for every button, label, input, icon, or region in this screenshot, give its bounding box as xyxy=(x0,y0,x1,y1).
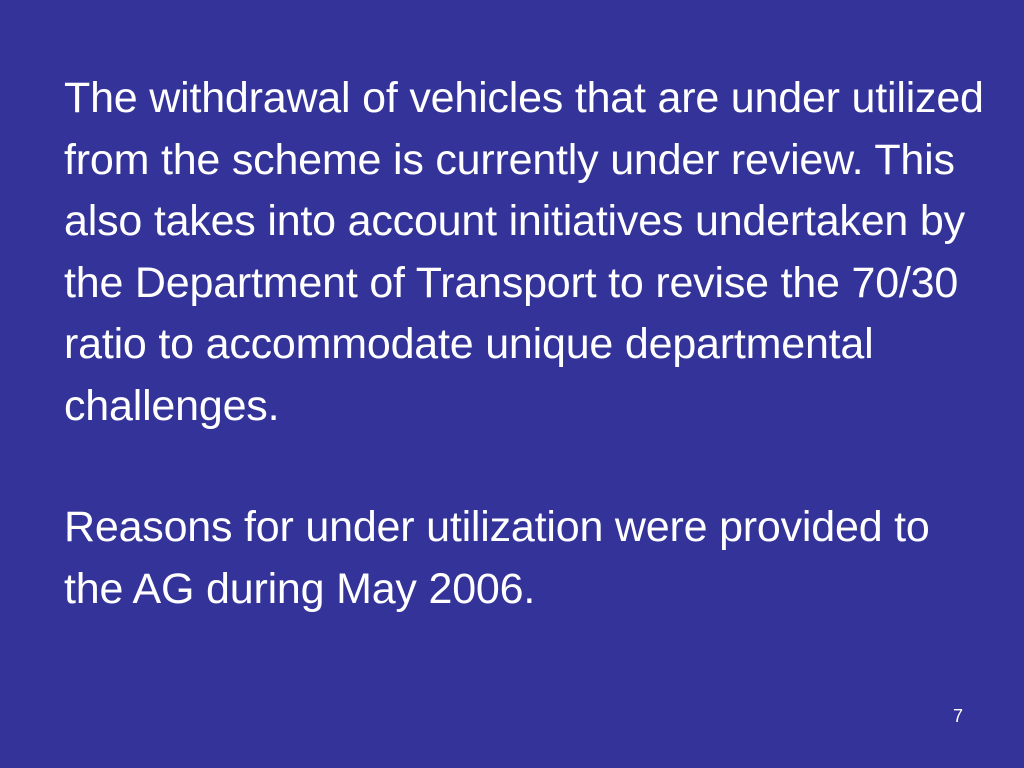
slide-body xyxy=(64,68,994,620)
paragraph-vehicle-withdrawal: The withdrawal of vehicles that are under utilized from the scheme is currently under review. This also takes into account initiatives undertaken by the Department of Transport to revise the 70/30 ratio to accommodate unique departmental challenges. xyxy=(64,74,984,430)
page-number: 7 xyxy=(952,706,963,726)
paragraph-underutilization-reasons: Reasons for under utilization were provided to the AG during May 2006. xyxy=(64,503,930,613)
